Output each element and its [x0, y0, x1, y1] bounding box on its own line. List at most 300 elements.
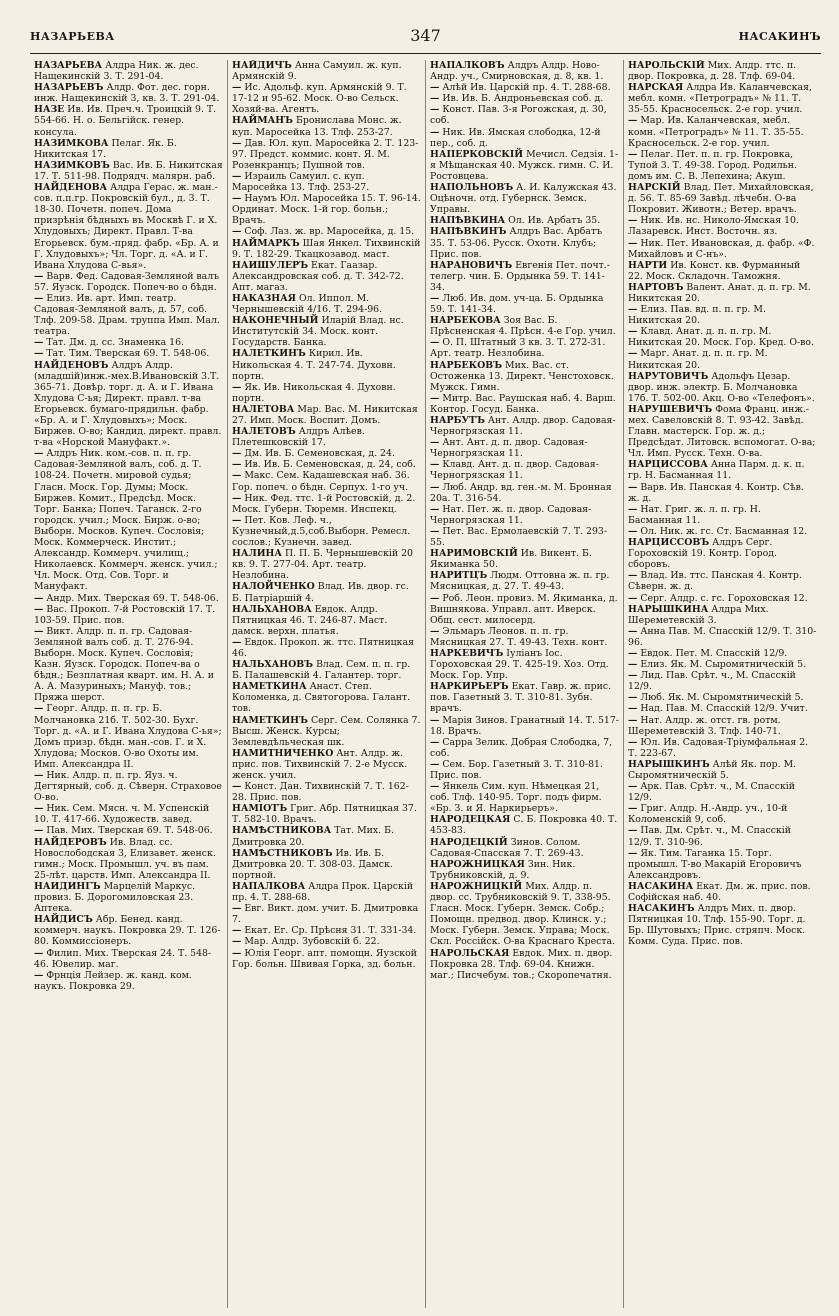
entry-surname: НАРОЛЬСКАЯ — [430, 947, 510, 959]
directory-entry — [628, 504, 817, 526]
entry-details: Алдръ Алдр. (младшій)инж.-мех.В.Ивановскій 3.Т. 365-71. Довѣр. торг. д. А. и Г. Ивана Хлудова С-ья; Директ. правл. т-ва Егорьевск. бумаго-прядильн. фабр. «Бр. А. и Г. Хлудовыхъ»; Моск. Биржев. О-во; Кандид. директ. правл. т-ва «Норской Мануфакт.». — [34, 359, 222, 449]
entry-surname: НАЛИНА — [232, 548, 282, 560]
entry-surname: — — [430, 459, 440, 471]
entry-details: Алдръ Алдр. Ново-Андр. уч., Смирновская, д. 8, кв. 1. — [430, 60, 604, 83]
entry-surname: НАРИТЦЪ — [430, 570, 488, 582]
directory-entry — [628, 82, 817, 115]
directory-entry — [430, 715, 619, 737]
directory-entry — [34, 825, 223, 836]
entry-details: Елиз. Пав. вд. п. п. гр. М. Никитская 20. — [628, 304, 766, 327]
entry-details: Фрнція Лейзер. ж. канд. ком. наукъ. Покровка 29. — [34, 969, 192, 992]
entry-details: Наумъ Юл. Маросейка 15. Т. 96-14. Ординат. Моск. 1-й гор. больн.; Врачъ. — [232, 193, 421, 227]
entry-details: Пет. Ков. Леф. ч., Кузнечный,д.5,соб.Выборн. Ремесл. сослов.; Кузнечн. завед. — [232, 514, 411, 549]
entry-surname: НАЙДИСЪ — [34, 914, 93, 926]
entry-details: Дав. Юл. куп. Маросейка 2. Т. 123-97. Предст. коммис. конт. Я. М. Розенкранцъ; Пушной тов. — [232, 137, 419, 171]
entry-details: Нат. Алдр. ж. отст. гв. ротм. Шереметевскій 3. Тлф. 140-71. — [628, 714, 781, 737]
entry-surname: НАРКЕВИЧЪ — [430, 647, 504, 659]
entry-surname: — — [232, 137, 242, 149]
entry-surname: НАРКИРЬЕРЪ — [430, 681, 509, 693]
directory-entry — [430, 315, 619, 337]
directory-entry — [34, 881, 223, 914]
directory-entry — [628, 304, 817, 326]
directory-entry — [232, 548, 421, 581]
entry-details: Мих. Алдр. ттс. п. двор. Покровка, д. 28. Тлф. 69-04. — [628, 60, 797, 83]
entry-surname: — — [430, 758, 440, 770]
entry-details: Люб. Як. М. Сыромятническій 5. — [640, 692, 804, 704]
entry-surname: — — [628, 692, 638, 704]
entry-surname: — — [232, 470, 242, 482]
directory-entry — [232, 581, 421, 603]
entry-details: Екат. Ег. Ср. Прѣсня 31. Т. 331-34. — [244, 925, 417, 937]
entry-surname: — — [430, 292, 440, 304]
directory-entry — [430, 859, 619, 881]
directory-entry — [232, 881, 421, 903]
entry-details: Пелаг. Як. Б. Никитская 17. — [34, 137, 177, 160]
entry-surname: — — [232, 193, 242, 205]
directory-entry — [628, 482, 817, 504]
directory-entry — [628, 715, 817, 737]
entry-surname: — — [34, 803, 44, 815]
entry-details: Пелаг. Пет. п. п. гр. Покровка, Тупой 3. Т. 49-38. Город. Родильн. домъ им. С. В. Лепехина; Акуш. — [628, 148, 797, 182]
entry-surname: НАМЕТКИНЪ — [232, 714, 308, 726]
entry-surname: — — [628, 647, 638, 659]
directory-entry — [430, 504, 619, 526]
entry-surname: — — [34, 603, 44, 615]
entry-details: Алдра Герас. ж. ман.-сов. п.п.гр. Покровскій бул., д. 3. Т. 18-30. Почетн. попеч. Дома призрѣнія бѣдныхъ въ Москвѣ Г. и Х. Хлудовыхъ; Директ. Правл. Т-ва Егорьевск. бум.-пряд. фабр. «Бр. А. и Г. Хлудовыхъ»; Чл. Торг. д. «А. и Г. Ивана Хлудова С-вья». — [34, 182, 219, 271]
directory-entry — [430, 182, 619, 215]
directory-entry — [34, 914, 223, 947]
entry-surname: НАМЕТКИНА — [232, 681, 307, 693]
running-head-left: НАЗАРЬЕВА — [30, 30, 115, 43]
entry-details: Евг. Викт. дом. учит. Б. Дмитровка 7. — [232, 903, 419, 926]
entry-details: Ник. Сем. Мясн. ч. М. Успенскій 10. Т. 417-66. Художеств. завед. — [34, 803, 210, 826]
directory-entry — [34, 837, 223, 881]
entry-details: Шая Янкел. Тихвинскій 9. Т. 182-29. Ткацкозавод. маст. — [232, 237, 421, 260]
directory-entry — [34, 593, 223, 604]
entry-details: Евдок. Мих. п. двор. Покровка 28. Тлф. 69-04. Книжн. маг.; Писчебум. тов.; Скоропечатня. — [430, 947, 613, 981]
directory-entry — [232, 171, 421, 193]
entry-surname: — — [232, 925, 242, 937]
column-2 — [228, 60, 426, 1308]
entry-details: Конст. Пав. 3-я Рогожская, д. 30, соб. — [430, 104, 607, 127]
entry-surname: — — [628, 736, 638, 748]
directory-entry — [430, 127, 619, 149]
entry-surname: — — [430, 337, 440, 349]
directory-entry — [430, 759, 619, 781]
entry-surname: — — [628, 625, 638, 637]
entry-surname: НАЗИМКОВА — [34, 137, 109, 149]
directory-entry — [628, 371, 817, 404]
entry-surname: — — [232, 514, 242, 526]
directory-entry — [232, 803, 421, 825]
directory-entry — [628, 703, 817, 714]
directory-entry — [232, 193, 421, 226]
directory-entry — [430, 570, 619, 592]
directory-entry — [232, 260, 421, 293]
entry-surname: — — [232, 170, 242, 182]
entry-details: Мечисл. Седзія. 1-я Мѣщанская 40. Мужск. гимн. С. И. Ростовцева. — [430, 148, 619, 182]
directory-entry — [232, 604, 421, 637]
entry-details: Алѣй Як. пор. М. Сыромятническій 5. — [628, 758, 797, 781]
entry-details: Екат. Гаазар. Александровская соб. д. Т. 342-72. Апт. магаз. — [232, 259, 404, 293]
column-1 — [30, 60, 228, 1308]
entry-surname: НАПАЛКОВЪ — [430, 60, 505, 71]
directory-entry — [232, 637, 421, 659]
directory-entry — [430, 781, 619, 814]
entry-surname: НАРБЕКОВА — [430, 315, 501, 327]
entry-surname: НАИДИНГЪ — [34, 880, 101, 892]
directory-entry — [430, 459, 619, 481]
entry-surname: — — [628, 237, 638, 249]
directory-columns — [30, 60, 821, 1308]
entry-surname: НАРСКІЙ — [628, 182, 681, 194]
directory-entry — [628, 659, 817, 670]
directory-entry — [628, 326, 817, 348]
entry-surname: — — [430, 82, 440, 94]
entry-details: Пет. Вас. Ермолаевскій 7. Т. 293-55. — [430, 525, 608, 549]
directory-entry — [34, 348, 223, 359]
entry-surname: НАИШУЛЕРЪ — [232, 259, 309, 271]
directory-entry — [232, 848, 421, 881]
entry-surname: — — [232, 448, 242, 460]
entry-surname: — — [430, 503, 440, 515]
directory-entry — [628, 282, 817, 304]
directory-entry — [628, 215, 817, 237]
entry-surname: — — [34, 969, 44, 981]
entry-details: Юл. Ив. Садовая-Тріумфальная 2. Т. 223-67. — [628, 736, 809, 759]
entry-details: Люб. Андр. вд. ген.-м. М. Бронная 20а. Т. 316-54. — [430, 481, 612, 504]
directory-entry — [628, 903, 817, 947]
entry-details: Серг. Сем. Солянка 7. Высш. Женск. Курсы; Землевдѣльческая шк. — [232, 714, 421, 748]
directory-entry — [628, 648, 817, 659]
entry-surname: — — [34, 770, 44, 781]
entry-surname: — — [232, 226, 242, 238]
entry-surname: НАКОНЕЧНЫЙ — [232, 315, 319, 327]
entry-details: Ант. Алдр. ж. прис. пов. Тихвинскій 7. 2-е Мусск. женск. учил. — [232, 747, 408, 781]
entry-details: Ив. Викент. Б. Якиманка 50. — [430, 548, 592, 571]
entry-details: Анна Парм. д. к. п. гр. Н. Басманная 11. — [628, 459, 805, 482]
entry-details: Ник. Фед. ттс. 1-й Ростовскій, д. 2. Моск. Губерн. Тюремн. Инспекц. — [232, 492, 416, 515]
entry-surname: — — [34, 292, 44, 304]
directory-entry — [628, 526, 817, 537]
directory-entry — [628, 803, 817, 825]
entry-details: Влад. Ив. ттс. Панская 4. Контр. Сѣверн. ж. д. — [628, 570, 802, 593]
directory-entry — [430, 837, 619, 859]
entry-surname: НАРЫШКИНЪ — [628, 758, 710, 770]
directory-entry — [232, 138, 421, 171]
entry-details: Ник. Алдр. п. п. гр. Яуз. ч. Дегтярный, соб. д. Сѣверн. Страховое О-во. — [34, 770, 222, 804]
directory-entry — [430, 737, 619, 759]
directory-entry — [430, 393, 619, 415]
entry-details: Зин. Ник. Трубниковскій, д. 9. — [430, 858, 576, 881]
entry-surname: НАПЕРКОВСКІЙ — [430, 148, 524, 160]
entry-surname: — — [628, 714, 638, 726]
directory-entry — [430, 360, 619, 393]
entry-surname: НАРОЖНИЦКАЯ — [430, 858, 525, 870]
entry-surname: НАСАКИНА — [628, 880, 694, 892]
entry-details: Як. Тим. Таганка 15. Торг. промышл. Т-во Макарій Егоровичъ Александровъ. — [628, 847, 802, 881]
entry-surname: — — [628, 592, 638, 604]
entry-surname: НАЙМАРКЪ — [232, 237, 300, 249]
entry-details: Зинов. Солом. Садовая-Спасская 7. Т. 269-43. — [430, 836, 584, 859]
entry-surname: НАМѢСТНИКОВЪ — [232, 847, 333, 859]
directory-entry — [34, 948, 223, 970]
entry-details: Георг. Алдр. п. п. гр. Б. Молчановка 21б. Т. 502-30. Бухг. Торг. д. «А. и Г. Ивана Хлудова С-ья»; Домъ призр. бѣдн. ман.-сов. Г. и Х. Хлудова; Москов. О-во Охоты им. Имп. Александра II. — [34, 703, 222, 770]
entry-surname: — — [430, 625, 440, 637]
directory-entry — [232, 459, 421, 470]
directory-entry — [232, 426, 421, 448]
entry-surname: НАМИТНИЧЕНКО — [232, 747, 334, 759]
directory-entry — [34, 104, 223, 137]
entry-details: Тат. Мих. Б. Дмитровка 20. — [232, 825, 394, 848]
directory-entry — [430, 82, 619, 93]
directory-entry — [232, 659, 421, 681]
entry-surname: НАЙДЕРОВЪ — [34, 836, 107, 848]
entry-surname: — — [232, 903, 242, 915]
directory-entry — [430, 437, 619, 459]
entry-details: Алдръ Серг. Гороховскій 19. Контр. Город. сборовъ. — [628, 537, 777, 571]
entry-surname: НАЛЬХАНОВА — [232, 603, 312, 615]
directory-entry — [430, 104, 619, 126]
entry-surname: НАРЦИССОВЪ — [628, 537, 710, 549]
entry-surname: — — [34, 947, 44, 959]
entry-surname: НАЛЬХАНОВЪ — [232, 659, 314, 671]
entry-surname: НАРАНОВИЧЪ — [430, 259, 513, 271]
entry-details: Филип. Мих. Тверская 24. Т. 548-46. Ювелир. маг. — [34, 947, 212, 970]
entry-surname: НАПОЛЬНОВЪ — [430, 182, 514, 194]
entry-details: Тат. Дм. д. сс. Знаменка 16. — [46, 337, 185, 349]
entry-details: Над. Пав. М. Спасскій 12/9. Учит. — [640, 703, 808, 715]
directory-entry — [430, 881, 619, 948]
entry-surname: — — [430, 104, 440, 116]
entry-surname: НАМІОТЪ — [232, 803, 288, 815]
entry-surname: — — [232, 82, 242, 94]
entry-details: Люб. Ив. дом. уч-ца. Б. Ордынка 59. Т. 141-34. — [430, 292, 604, 316]
directory-entry — [628, 404, 817, 459]
entry-details: Митр. Вас. Раушская наб. 4. Варш. Контор. Госуд. Банка. — [430, 392, 616, 415]
directory-entry — [34, 138, 223, 160]
directory-entry — [430, 948, 619, 981]
entry-details: Ник. Ив. нс. Николо-Ямская 10. Лазаревск. Инст. Восточн. яз. — [628, 215, 799, 238]
entry-details: А. И. Калужская 43. Оцѣночн. отд. Губернск. Земск. Управы. — [430, 182, 617, 216]
entry-details: Янкель Сим. куп. Нѣмецкая 21, соб. Тлф. 140-95. Торг. подъ фирм. «Бр. З. и Я. Наркирьеръ». — [430, 781, 602, 815]
directory-entry — [430, 648, 619, 681]
directory-entry — [430, 93, 619, 104]
directory-entry — [34, 60, 223, 82]
entry-details: Макс. Сем. Кадашевская наб. 36. Гор. попеч. о бѣдн. Серпух. 1-го уч. — [232, 470, 410, 493]
entry-details: Мих. Вас. ст. Остоженка 13. Директ. Ченстоховск. Мужск. Гимн. — [430, 359, 614, 393]
directory-entry — [34, 770, 223, 803]
entry-surname: НАМѢСТНИКОВА — [232, 825, 332, 837]
entry-details: Ол. Ник. ж. гс. Ст. Басманная 12. — [640, 525, 808, 537]
entry-surname: — — [34, 348, 44, 360]
entry-details: Мар. Вас. М. Никитская 27. Имп. Моск. Воспит. Домъ. — [232, 403, 418, 426]
directory-entry — [34, 182, 223, 271]
entry-surname: — — [34, 592, 44, 604]
entry-surname: — — [628, 825, 638, 837]
directory-entry — [628, 825, 817, 847]
entry-surname: — — [232, 781, 242, 793]
entry-surname: — — [628, 847, 638, 859]
directory-entry — [430, 526, 619, 548]
entry-surname: — — [34, 703, 44, 715]
entry-surname: — — [628, 326, 638, 338]
entry-surname: НАЙДЕНОВА — [34, 182, 108, 194]
entry-surname: — — [628, 703, 638, 715]
entry-details: Валент. Анат. д. п. гр. М. Никитская 20. — [628, 281, 811, 304]
directory-entry — [430, 293, 619, 315]
directory-entry — [232, 681, 421, 714]
directory-entry — [628, 670, 817, 692]
entry-surname: — — [34, 270, 44, 282]
entry-details: Пав. Дм. Срѣт. ч., М. Спасскій 12/9. Т. 310-96. — [628, 825, 791, 848]
directory-entry — [232, 115, 421, 137]
directory-entry — [232, 493, 421, 515]
directory-entry — [628, 848, 817, 881]
entry-surname: — — [628, 659, 638, 671]
entry-details: Абр. Бенед. канд. коммерч. наукъ. Покровка 29. Т. 126-80. Коммиссіонеръ. — [34, 914, 221, 948]
entry-details: Андр. Мих. Тверская 69. Т. 548-06. — [46, 592, 219, 604]
entry-surname: НАРУТОВИЧЪ — [628, 370, 709, 382]
entry-details: Ив. Ив. Б. Дмитровка 20. Т. 308-03. Дамск. портной. — [232, 847, 393, 881]
directory-entry — [232, 404, 421, 426]
entry-details: Ол. Ив. Арбатъ 35. — [508, 215, 601, 227]
entry-details: Соф. Лаз. ж. вр. Маросейка, д. 15. — [244, 226, 415, 238]
directory-entry — [430, 226, 619, 259]
entry-details: Серг. Алдр. с. гс. Гороховская 12. — [640, 592, 808, 604]
directory-entry — [34, 703, 223, 770]
entry-surname: — — [628, 215, 638, 227]
entry-details: Арк. Пав. Срѣт. ч., М. Спасскій 12/9. — [628, 781, 796, 804]
directory-entry — [628, 537, 817, 570]
directory-entry — [232, 925, 421, 936]
entry-details: Зоя Вас. Б. Прѣсненская 4. Прѣсн. 4-е Гор. учил. — [430, 315, 616, 338]
entry-surname: — — [430, 781, 440, 793]
directory-entry — [628, 238, 817, 260]
entry-surname: НАРИМОВСКІЙ — [430, 548, 518, 560]
entry-details: Екат. Гавр. ж. прис. пов. Газетный 3. Т. 310-81. Зубн. врачъ. — [430, 681, 612, 715]
entry-surname: — — [628, 670, 638, 682]
entry-surname: НАРЦИССОВА — [628, 459, 708, 471]
entry-details: Ис. Адольф. куп. Армянскій 9. Т. 17-12 и 95-62. Моск. О-во Сельск. Хозяй-ва. Агентъ. — [232, 82, 407, 116]
directory-entry — [34, 803, 223, 825]
entry-details: Ник. Ив. Ямская слободка, 12-й пер., соб. д. — [430, 126, 601, 149]
directory-entry — [232, 825, 421, 847]
directory-entry — [430, 337, 619, 359]
entry-surname: НАРЫШКИНА — [628, 603, 709, 615]
directory-entry — [34, 626, 223, 704]
entry-surname: НАПѢВКИНА — [430, 215, 506, 227]
directory-entry — [628, 260, 817, 282]
entry-details: Ант. Ант. д. п. двор. Садовая-Черногрязская 11. — [430, 437, 588, 460]
directory-entry — [430, 149, 619, 182]
directory-entry — [430, 593, 619, 626]
entry-surname: НАРТИ — [628, 259, 668, 271]
entry-details: Григ. Алдр. Н.-Андр. уч., 10-й Коломенскій 9, соб. — [628, 803, 788, 826]
entry-details: Алдръ Ник. ком.-сов. п. п. гр. Садовая-Земляной валъ, соб. д. Т. 108-24. Почетн. мировой судья; Гласн. Моск. Гор. Думы; Моск. Биржев. Комит., Предсѣд. Моск. Торг. Банка; Попеч. Таганск. 2-го городск. учил.; Моск. Бирж. о-во; Выборн. Москов. Купеч. Сословія; Моск. Коммерческ. Инстит.; Александр. Коммерч. училищ.; Николаевск. Коммерч. женск. учил.; Чл. Моск. Отд. Сов. Торг. и Мануфакт. — [34, 448, 218, 593]
entry-surname: НАКАЗНАЯ — [232, 292, 296, 304]
directory-entry — [628, 459, 817, 481]
entry-surname: НАРТОВЪ — [628, 281, 684, 293]
entry-surname: — — [628, 348, 638, 360]
entry-surname: НАЗИМКОВЪ — [34, 159, 110, 171]
entry-surname: НАЙДИЧЪ — [232, 60, 292, 71]
directory-entry — [232, 315, 421, 348]
entry-details: Варв. Фед. Садовая-Земляной валъ 57. Яузск. Городск. Попеч-во о бѣдн. — [34, 270, 220, 293]
entry-details: Клавд. Ант. д. п. двор. Садовая-Черногрязская 11. — [430, 459, 599, 482]
directory-entry — [628, 115, 817, 148]
header-rule — [30, 53, 821, 54]
entry-details: Анаст. Степ. Коломенка, д. Святогорова. Галант. тов. — [232, 681, 411, 715]
running-head-right: НАСАКИНЪ — [738, 30, 821, 43]
entry-details: Вас. Ив. Б. Никитская 17. Т. 511-98. Подрядч. малярн. раб. — [34, 159, 223, 182]
directory-entry — [628, 149, 817, 182]
entry-details: Алѣй Ив. Царскій пр. 4. Т. 288-68. — [442, 82, 611, 94]
directory-entry — [430, 548, 619, 570]
entry-details: Григ. Абр. Пятницкая 37. Т. 582-10. Врачъ. — [232, 803, 417, 826]
entry-surname: — — [628, 781, 638, 793]
directory-entry — [430, 60, 619, 82]
directory-entry — [430, 215, 619, 226]
entry-details: Дм. Ив. Б. Семеновская, д. 24. — [244, 448, 395, 460]
entry-details: Екат. Дм. ж. прис. пов. Софійская наб. 40. — [628, 880, 811, 904]
entry-details: Евдок. Пет. М. Спасскій 12/9. — [640, 647, 788, 659]
entry-details: Нат. Григ. ж. л. п. гр. Н. Басманная 11. — [628, 503, 761, 526]
entry-details: Израиль Самуил. с. куп. Маросейка 13. Тлф. 253-27. — [232, 170, 370, 194]
entry-details: Пав. Мих. Тверская 69. Т. 548-06. — [46, 825, 213, 837]
entry-surname: — — [232, 936, 242, 948]
entry-details: Бронислава Монс. ж. куп. Маросейка 13. Тлф. 253-27. — [232, 115, 402, 138]
entry-surname: НАПАЛКОВА — [232, 880, 306, 892]
directory-entry — [628, 626, 817, 648]
directory-entry — [232, 470, 421, 492]
directory-entry — [628, 60, 817, 82]
entry-details: Як. Ив. Никольская 4. Духовн. портн. — [232, 381, 396, 404]
entry-surname: НАЙДЕНОВЪ — [34, 359, 109, 371]
entry-details: Нат. Пет. ж. п. двор. Садовая-Черногрязская 11. — [430, 503, 592, 526]
entry-details: Марцелій Маркус. провиз. Б. Дорогомиловская 23. Аптека. — [34, 880, 196, 915]
entry-surname: — — [232, 381, 242, 393]
entry-details: Иларій Влад. нс. Институтскій 34. Моск. конт. Государств. Банка. — [232, 315, 404, 349]
entry-surname: НАРОЖНИЦКІЙ — [430, 880, 523, 892]
entry-details: Ант. Алдр. двор. Садовая-Черногрязская 11. — [430, 415, 616, 438]
entry-surname: — — [34, 825, 44, 837]
directory-entry — [34, 82, 223, 104]
directory-entry — [628, 348, 817, 370]
entry-details: Лид. Пав. Срѣт. ч., М. Спасскій 12/9. — [628, 670, 796, 693]
entry-surname: НАРБЕКОВЪ — [430, 359, 503, 371]
directory-entry — [34, 160, 223, 182]
entry-details: Фома Франц. инж.-мех. Савеловскій 8. Т. 93-42. Завѣд. Главн. мастерск. Гор. ж. д.; Предсѣдат. Литовск. вспомогат. О-ва; Чл. Имп. Русск. Техн. О-ва. — [628, 403, 816, 460]
page-number: 347 — [410, 26, 441, 45]
directory-entry — [430, 415, 619, 437]
entry-surname: — — [628, 115, 638, 127]
entry-details: Ив. Ив. Б. Андроньевская соб. д. — [442, 93, 604, 105]
entry-details: Клавд. Анат. д. п. п. гр. М. Никитская 20. Моск. Гор. Кред. О-во. — [628, 326, 814, 349]
directory-entry — [430, 814, 619, 836]
entry-surname: — — [430, 481, 440, 493]
entry-surname: — — [430, 392, 440, 404]
directory-entry — [232, 948, 421, 970]
entry-details: Елиз. Ив. арт. Имп. театр. Садовая-Земляной валъ, д. 57, соб. Тлф. 209-58. Драм. труппа Имп. Мал. театра. — [34, 292, 220, 338]
directory-entry — [232, 515, 421, 548]
entry-details: Сем. Бор. Газетный 3. Т. 310-81. Прис. пов. — [430, 758, 603, 781]
entry-details: Ив. Конст. кв. Фурманный 22. Моск. Складочн. Таможня. — [628, 259, 801, 282]
entry-details: П. П. Б. Чернышевскій 20 кв. 9. Т. 277-04. Арт. театр. Незлобина. — [232, 548, 413, 582]
entry-details: Адольфъ Цезар. двор. инж. электр. Б. Молчановка 17б. Т. 502-00. Акц. О-во «Телефонъ». — [628, 370, 815, 404]
entry-surname: НАЛЕТОВА — [232, 403, 295, 415]
entry-details: Мар. Ив. Каланчевская, мебл. комн. «Петроградъ» № 11. Т. 35-55. Красносельск. 2-е гор. учил. — [628, 115, 804, 149]
